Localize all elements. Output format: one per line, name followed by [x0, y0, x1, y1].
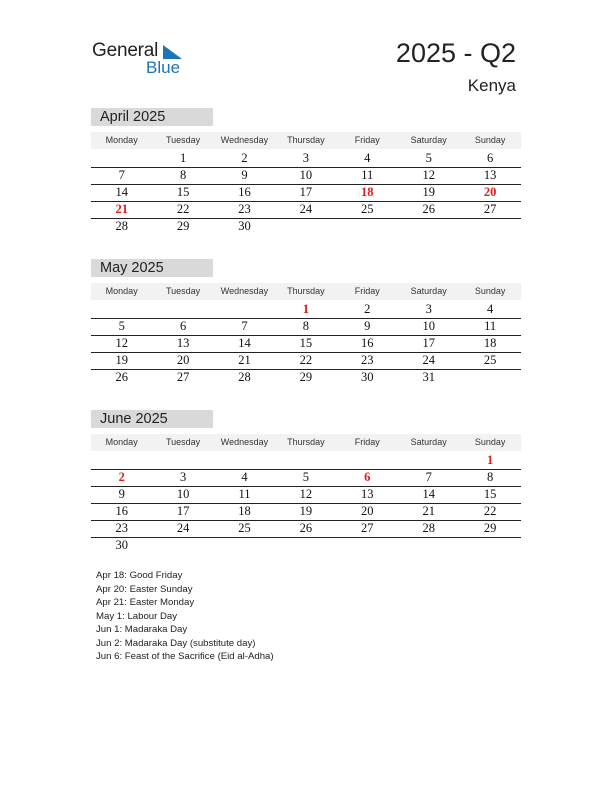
day-cell: 26	[422, 202, 435, 216]
weekday-header: Saturday	[410, 135, 447, 145]
day-cell: 8	[179, 168, 187, 182]
weekday-header: Monday	[105, 437, 138, 447]
month-label: June 2025	[91, 410, 213, 428]
day-cell: 29	[483, 521, 497, 535]
day-cell: 27	[483, 202, 497, 216]
weekday-header: Friday	[354, 286, 380, 296]
logo-text-blue: Blue	[146, 58, 181, 77]
day-cell: 12	[299, 487, 313, 501]
day-cell: 3	[425, 302, 432, 316]
day-cell: 5	[118, 319, 125, 333]
week-row	[91, 537, 521, 554]
day-cell: 2	[118, 470, 125, 484]
day-cell: 15	[176, 185, 190, 199]
day-cell: 15	[299, 336, 313, 350]
day-cell: 11	[484, 319, 497, 333]
weekday-header: Saturday	[410, 286, 447, 296]
day-cell: 21	[238, 353, 251, 367]
day-cell: 31	[422, 370, 435, 384]
weekday-header-row	[91, 283, 521, 300]
day-cell: 9	[364, 319, 371, 333]
generalblue-logo	[92, 40, 192, 80]
day-cell: 18	[361, 185, 374, 199]
day-cell: 22	[176, 202, 190, 216]
month-label: May 2025	[91, 259, 213, 277]
day-cell: 30	[115, 538, 128, 552]
day-cell: 29	[176, 219, 190, 233]
day-cell: 6	[486, 151, 494, 165]
logo-text-general: General	[92, 40, 159, 61]
day-cell: 1	[486, 453, 494, 467]
holiday-note: Apr 18: Good Friday	[96, 570, 183, 581]
day-cell: 4	[486, 302, 494, 316]
day-cell: 28	[238, 370, 251, 384]
day-cell: 14	[422, 487, 435, 501]
day-cell: 5	[302, 470, 309, 484]
day-cell: 21	[422, 504, 435, 518]
week-row	[91, 335, 521, 353]
day-cell: 13	[176, 336, 190, 350]
day-cell: 21	[115, 202, 128, 216]
holiday-note: Jun 2: Madaraka Day (substitute day)	[96, 637, 256, 649]
holiday-note: Apr 20: Easter Sunday	[96, 583, 193, 595]
week-row	[91, 301, 521, 319]
week-row	[91, 369, 521, 386]
day-cell: 22	[299, 353, 313, 367]
holiday-note: Jun 1: Madaraka Day	[96, 624, 188, 635]
day-cell: 5	[425, 151, 432, 165]
day-cell: 4	[241, 470, 248, 484]
weekday-header: Thursday	[287, 286, 325, 296]
weekday-header: Thursday	[287, 437, 325, 447]
day-cell: 7	[425, 470, 432, 484]
day-cell: 23	[361, 353, 374, 367]
weekday-header: Wednesday	[220, 135, 269, 145]
day-cell: 24	[422, 353, 435, 367]
day-cell: 14	[115, 185, 128, 199]
day-cell: 10	[176, 487, 190, 501]
weekday-header: Monday	[105, 135, 138, 145]
weekday-header: Sunday	[474, 135, 506, 145]
day-cell: 16	[115, 504, 128, 518]
page-title: 2025 - Q2	[395, 38, 516, 68]
day-cell: 10	[299, 168, 313, 182]
day-cell: 18	[238, 504, 251, 518]
day-cell: 2	[241, 151, 248, 165]
week-row	[91, 167, 521, 185]
week-row	[91, 452, 521, 470]
day-cell: 24	[299, 202, 313, 216]
holiday-note: May 1: Labour Day	[96, 610, 178, 622]
day-cell: 23	[238, 202, 251, 216]
weekday-header: Friday	[354, 135, 380, 145]
day-cell: 9	[118, 487, 125, 501]
day-cell: 18	[483, 336, 497, 350]
day-cell: 14	[238, 336, 251, 350]
day-cell: 17	[422, 336, 435, 350]
day-cell: 19	[115, 353, 128, 367]
day-cell: 26	[299, 521, 313, 535]
country-name: Kenya	[467, 76, 516, 95]
day-cell: 1	[179, 151, 187, 165]
day-cell: 10	[422, 319, 435, 333]
day-cell: 12	[115, 336, 128, 350]
day-cell: 13	[361, 487, 374, 501]
day-cell: 12	[422, 168, 435, 182]
weekday-header: Sunday	[474, 437, 506, 447]
holiday-note: Jun 6: Feast of the Sacrifice (Eid al-Adha)	[96, 651, 274, 662]
day-cell: 16	[361, 336, 374, 350]
day-cell: 3	[302, 151, 309, 165]
day-cell: 22	[483, 504, 497, 518]
weekday-header: Tuesday	[165, 135, 201, 145]
weekday-header: Sunday	[474, 286, 506, 296]
holiday-notes	[96, 569, 274, 664]
day-cell: 28	[115, 219, 128, 233]
day-cell: 16	[238, 185, 251, 199]
day-cell: 28	[422, 521, 435, 535]
day-cell: 17	[299, 185, 313, 199]
week-row	[91, 201, 521, 219]
week-row	[91, 318, 521, 336]
day-cell: 3	[179, 470, 187, 484]
day-cell: 2	[364, 302, 371, 316]
month-label: April 2025	[91, 108, 213, 126]
weekday-header: Monday	[105, 286, 138, 296]
day-cell: 1	[302, 302, 309, 316]
day-cell: 25	[483, 353, 497, 367]
holiday-note: Apr 21: Easter Monday	[96, 597, 195, 608]
week-row	[91, 150, 521, 168]
weekday-header-row	[91, 434, 521, 451]
day-cell: 4	[364, 151, 371, 165]
day-cell: 20	[176, 353, 190, 367]
day-cell: 23	[115, 521, 128, 535]
day-cell: 15	[483, 487, 497, 501]
day-cell: 7	[118, 168, 125, 182]
week-row	[91, 218, 521, 235]
weekday-header: Tuesday	[165, 286, 201, 296]
day-cell: 25	[238, 521, 251, 535]
day-cell: 9	[241, 168, 248, 182]
day-cell: 26	[115, 370, 128, 384]
day-cell: 13	[483, 168, 497, 182]
day-cell: 30	[361, 370, 374, 384]
day-cell: 20	[483, 185, 497, 199]
week-row	[91, 486, 521, 504]
day-cell: 20	[361, 504, 374, 518]
weekday-header: Wednesday	[220, 286, 269, 296]
day-cell: 30	[238, 219, 251, 233]
day-cell: 27	[176, 370, 190, 384]
day-cell: 8	[486, 470, 494, 484]
week-row	[91, 184, 521, 202]
day-cell: 19	[299, 504, 313, 518]
weekday-header: Friday	[354, 437, 380, 447]
day-cell: 8	[302, 319, 309, 333]
day-cell: 17	[176, 504, 190, 518]
weekday-header: Tuesday	[165, 437, 201, 447]
day-cell: 11	[361, 168, 374, 182]
day-cell: 6	[179, 319, 187, 333]
day-cell: 7	[241, 319, 248, 333]
week-row	[91, 469, 521, 487]
week-row	[91, 352, 521, 370]
weekday-header: Thursday	[287, 135, 325, 145]
week-row	[91, 503, 521, 521]
weekday-header-row	[91, 132, 521, 149]
day-cell: 25	[361, 202, 374, 216]
day-cell: 19	[422, 185, 435, 199]
week-row	[91, 520, 521, 538]
day-cell: 27	[361, 521, 374, 535]
day-cell: 11	[238, 487, 251, 501]
day-cell: 29	[299, 370, 313, 384]
day-cell: 6	[364, 470, 371, 484]
weekday-header: Saturday	[410, 437, 447, 447]
day-cell: 24	[176, 521, 190, 535]
weekday-header: Wednesday	[220, 437, 269, 447]
